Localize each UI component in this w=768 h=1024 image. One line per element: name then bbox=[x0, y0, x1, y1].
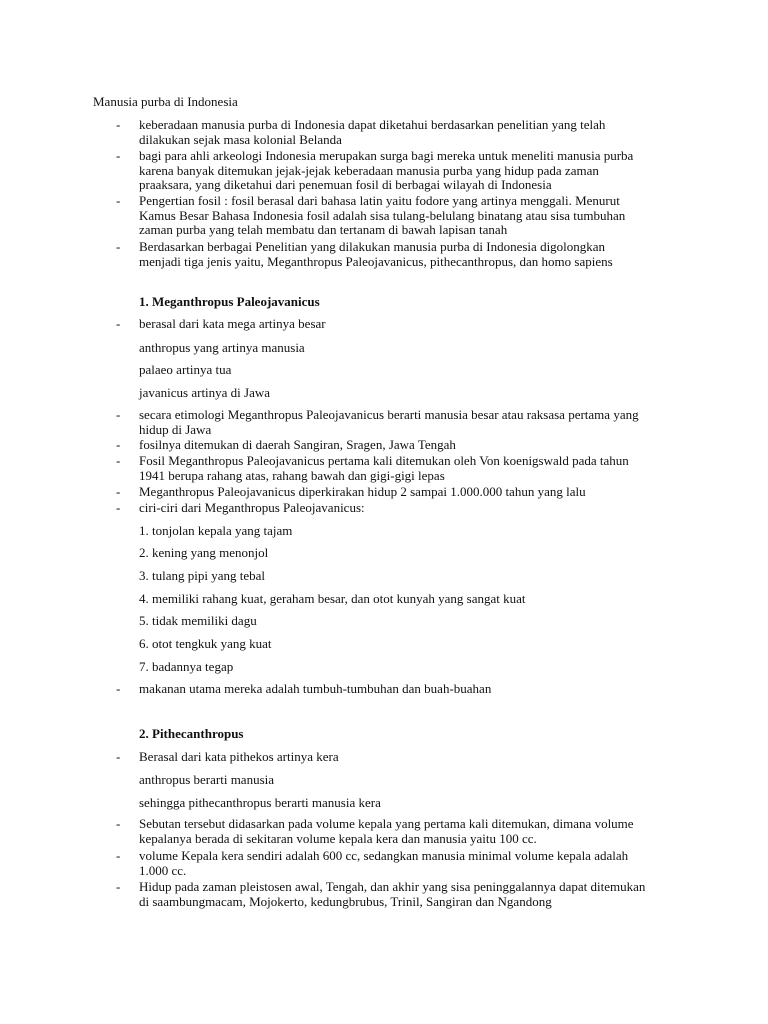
s1-etymology-line: javanicus artinya di Jawa bbox=[139, 385, 271, 400]
bullet-dash: - bbox=[116, 453, 121, 468]
s1-trait: 6. otot tengkuk yang kuat bbox=[139, 636, 272, 651]
s1-fact-text: Meganthropus Paleojavanicus diperkirakan hidup 2 sampai 1.000.000 tahun yang lalu bbox=[139, 484, 586, 499]
s1-fact-text: secara etimologi Meganthropus Paleojavanicus berarti manusia besar atau raksasa pertama yang hidup di Jawa bbox=[139, 407, 639, 437]
s1-fact-text: Fosil Meganthropus Paleojavanicus pertama kali ditemukan oleh Von koenigswald pada tahun 1941 berupa rahang atas, rahang bawah dan gigi-gigi lepas bbox=[139, 453, 629, 483]
intro-text: bagi para ahli arkeologi Indonesia merupakan surga bagi mereka untuk meneliti manusia purba karena banyak ditemukan jejak-jejak keberadaan manusia purba yang hidup pada zaman praaksara, yang diketahui dari penemuan fosil di berbagai wilayah di Indonesia bbox=[139, 148, 634, 193]
s2-etymology-text: Berasal dari kata pithekos artinya kera bbox=[139, 749, 339, 764]
intro-text: keberadaan manusia purba di Indonesia dapat diketahui berdasarkan penelitian yang telah dilakukan sejak masa kolonial Belanda bbox=[139, 117, 606, 147]
s1-fact-text: fosilnya ditemukan di daerah Sangiran, Sragen, Jawa Tengah bbox=[139, 437, 456, 452]
bullet-dash: - bbox=[116, 117, 121, 132]
section-heading: 1. Meganthropus Paleojavanicus bbox=[139, 294, 320, 309]
bullet-dash: - bbox=[116, 437, 121, 452]
s1-trait: 4. memiliki rahang kuat, geraham besar, dan otot kunyah yang sangat kuat bbox=[139, 591, 526, 606]
s1-trait: 5. tidak memiliki dagu bbox=[139, 613, 257, 628]
bullet-dash: - bbox=[116, 193, 121, 208]
bullet-dash: - bbox=[116, 148, 121, 163]
bullet-dash: - bbox=[116, 407, 121, 422]
bullet-dash: - bbox=[116, 239, 121, 254]
section-heading: 2. Pithecanthropus bbox=[139, 726, 244, 741]
s1-etymology-line: palaeo artinya tua bbox=[139, 362, 232, 377]
document-title: Manusia purba di Indonesia bbox=[93, 94, 238, 109]
s1-etymology-line: anthropus yang artinya manusia bbox=[139, 340, 305, 355]
s1-trait: 2. kening yang menonjol bbox=[139, 545, 269, 560]
s2-etymology-line: sehingga pithecanthropus berarti manusia kera bbox=[139, 795, 381, 810]
s1-food-text: makanan utama mereka adalah tumbuh-tumbuhan dan buah-buahan bbox=[139, 681, 492, 696]
bullet-dash: - bbox=[116, 816, 121, 831]
bullet-dash: - bbox=[116, 749, 121, 764]
intro-text: Pengertian fosil : fosil berasal dari bahasa latin yaitu fodore yang artinya menggali. Menurut Kamus Besar Bahasa Indonesia fosil adalah sisa tulang-belulang binatang atau sisa tumbuhan zaman purba yang telah membatu dan tertanam di bawah lapisan tanah bbox=[139, 193, 626, 238]
bullet-dash: - bbox=[116, 484, 121, 499]
s1-trait: 7. badannya tegap bbox=[139, 659, 234, 674]
s2-etymology-line: anthropus berarti manusia bbox=[139, 772, 275, 787]
bullet-dash: - bbox=[116, 500, 121, 515]
s1-trait: 1. tonjolan kepala yang tajam bbox=[139, 523, 293, 538]
bullet-dash: - bbox=[116, 681, 121, 696]
s1-etymology-text: berasal dari kata mega artinya besar bbox=[139, 316, 326, 331]
bullet-dash: - bbox=[116, 316, 121, 331]
bullet-dash: - bbox=[116, 879, 121, 894]
s2-fact-text: volume Kepala kera sendiri adalah 600 cc, sedangkan manusia minimal volume kepala adalah 1.000 cc. bbox=[139, 848, 629, 878]
s1-fact-text: ciri-ciri dari Meganthropus Paleojavanicus: bbox=[139, 500, 365, 515]
bullet-dash: - bbox=[116, 848, 121, 863]
intro-text: Berdasarkan berbagai Penelitian yang dilakukan manusia purba di Indonesia digolongkan menjadi tiga jenis yaitu, Meganthropus Paleojavanicus, pithecanthropus, dan homo sapiens bbox=[139, 239, 613, 269]
s2-fact-text: Sebutan tersebut didasarkan pada volume kepala yang pertama kali ditemukan, dimana volume kepalanya berada di sekitaran volume kepala kera dan manusia yaitu 100 cc. bbox=[139, 816, 634, 846]
s1-trait: 3. tulang pipi yang tebal bbox=[139, 568, 266, 583]
s2-fact-text: Hidup pada zaman pleistosen awal, Tengah, dan akhir yang sisa peninggalannya dapat ditemukan di saambungmacam, Mojokerto, kedungbrubus, Trinil, Sangiran dan Ngandong bbox=[139, 879, 646, 909]
